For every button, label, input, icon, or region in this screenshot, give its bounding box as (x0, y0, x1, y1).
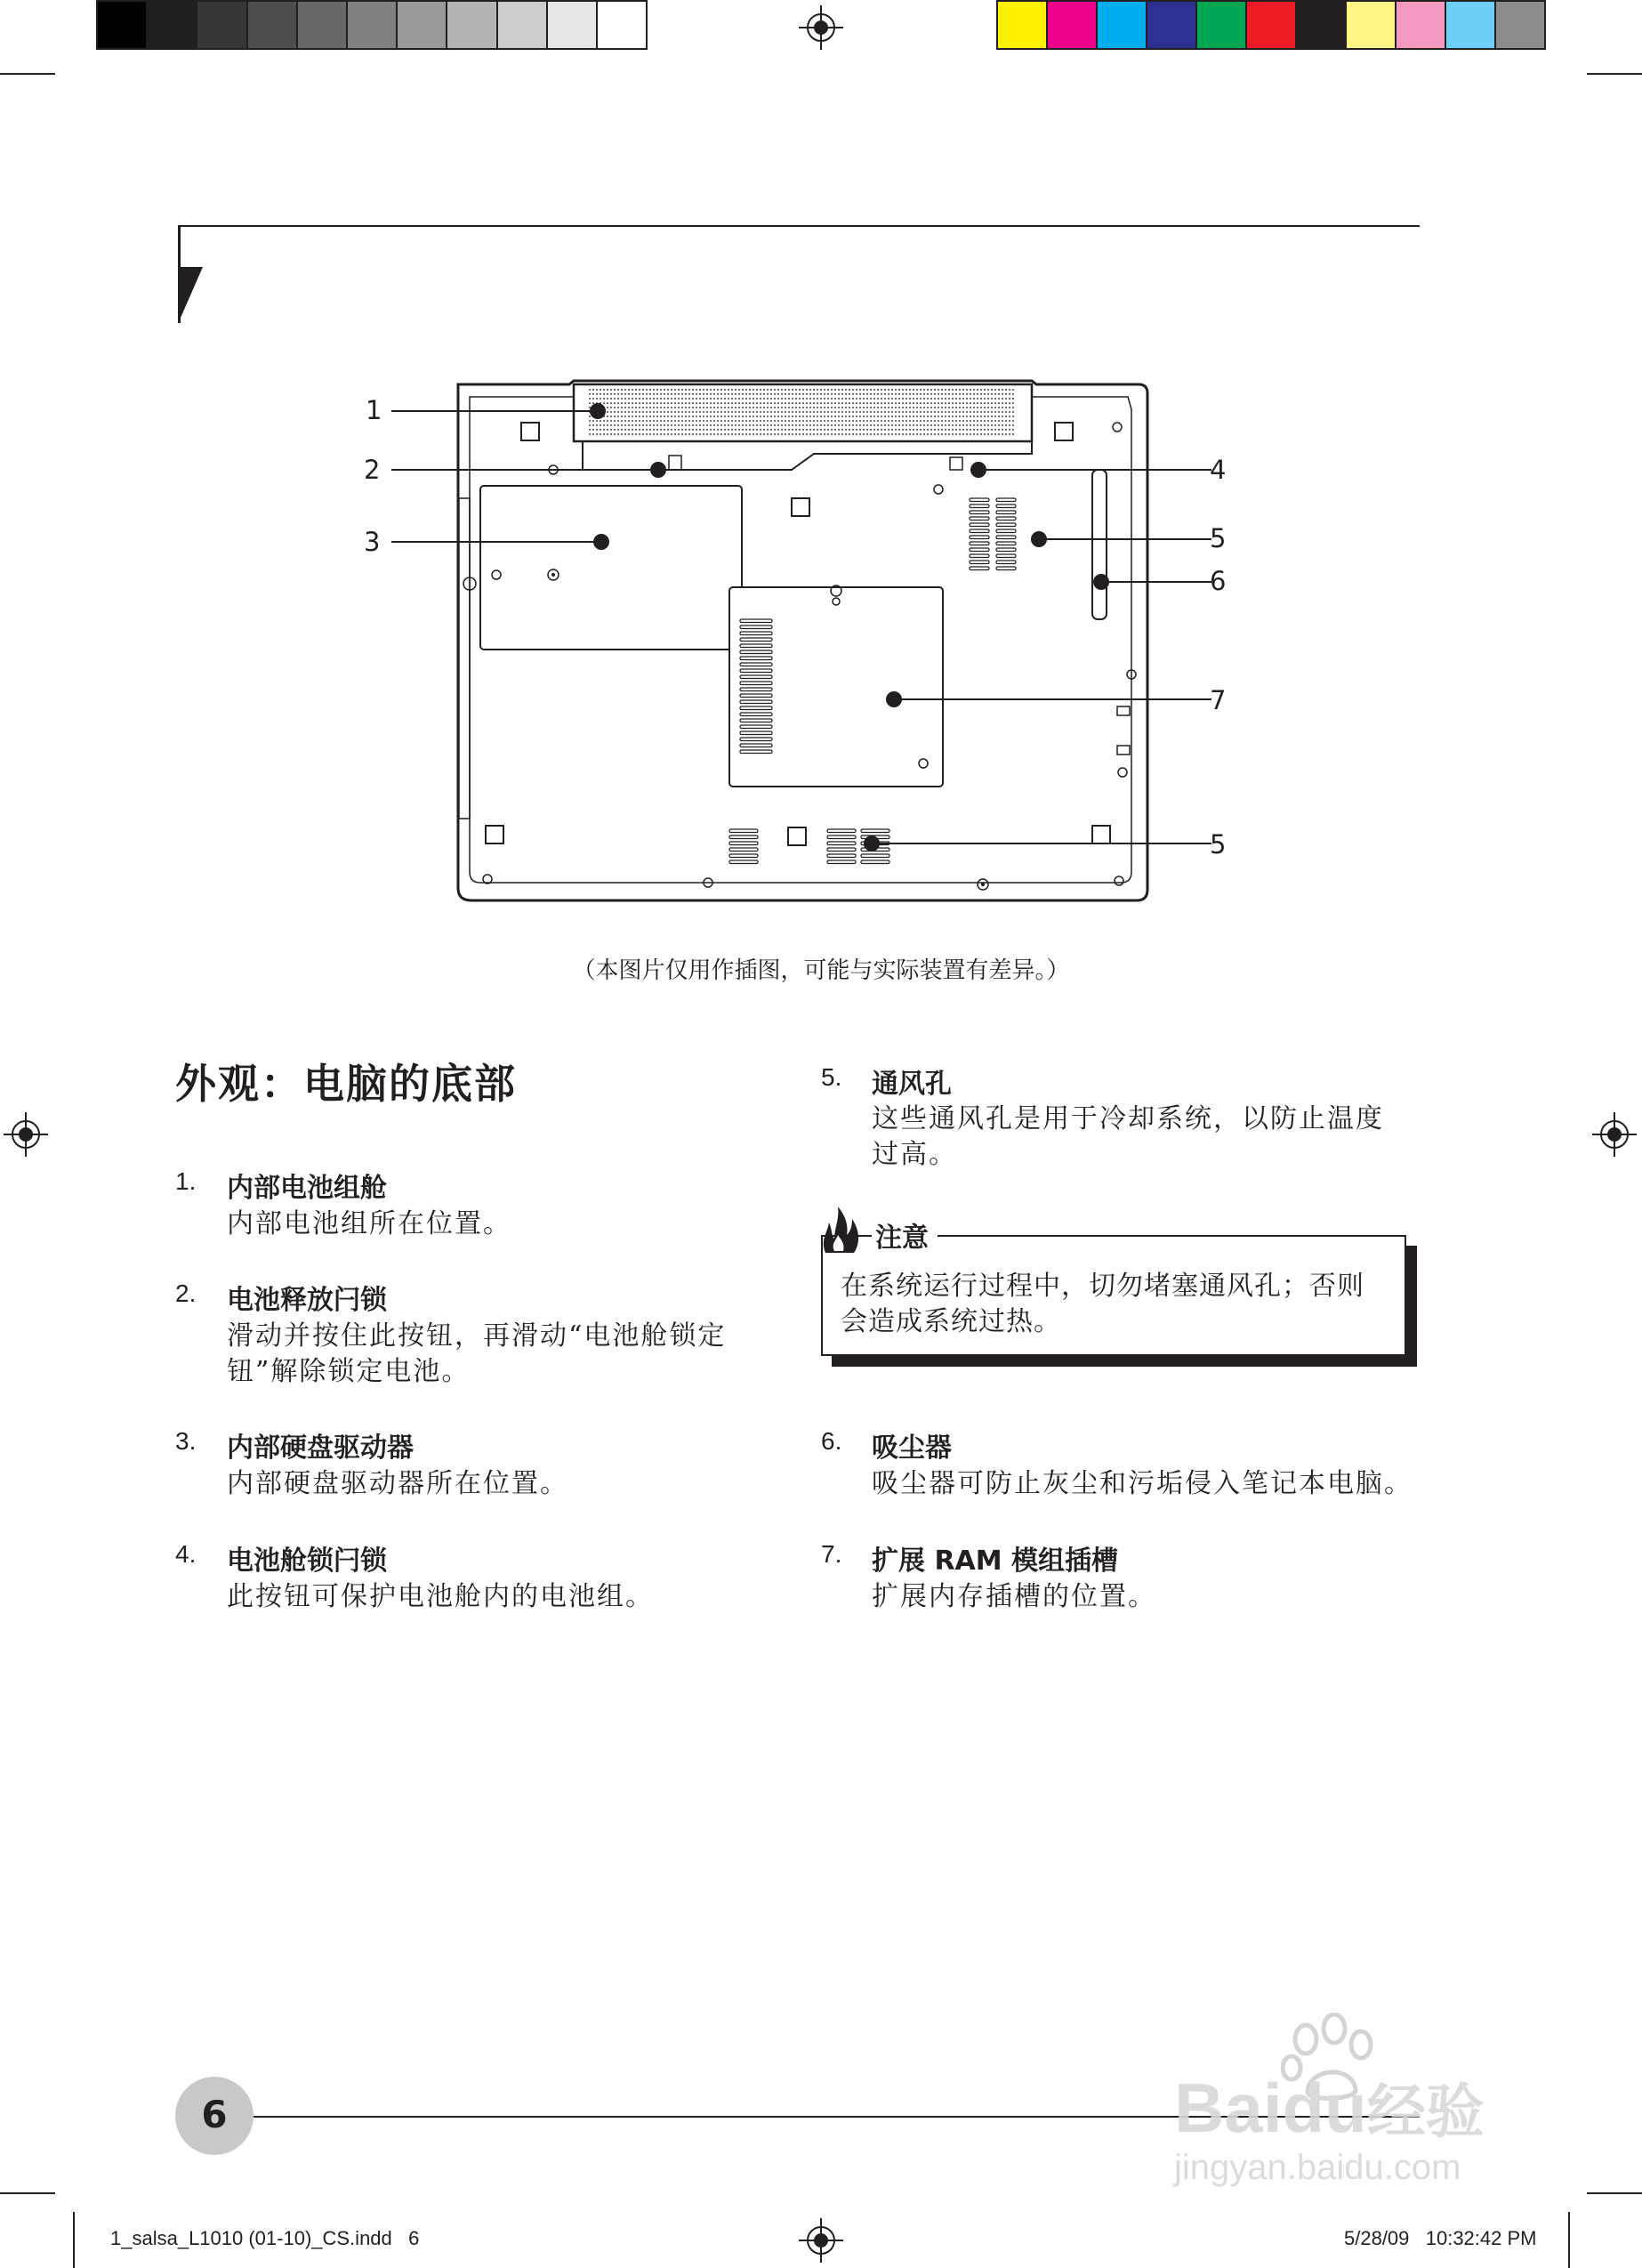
item-title-dust-catcher: 吸尘器 (872, 1433, 952, 1464)
swatch (1048, 2, 1098, 48)
registration-mark-icon (1592, 1112, 1637, 1157)
crop-mark (1587, 2192, 1642, 2194)
item-desc: 扩展内存插槽的位置。 (872, 1581, 1156, 1612)
item-number: 6. (821, 1427, 842, 1455)
item-number: 2. (175, 1279, 197, 1307)
vent-grille-upper (970, 498, 1016, 570)
swatch (548, 2, 598, 48)
item-desc: 此按钮可保护电池舱内的电池组。 (227, 1581, 654, 1612)
watermark-brand: Bai (1174, 2069, 1283, 2147)
watermark-url: jingyan.baidu.com (1174, 2148, 1461, 2187)
item-number: 1. (175, 1167, 197, 1195)
swatch (1197, 2, 1247, 48)
item-number: 3. (175, 1427, 197, 1455)
registration-mark-icon (4, 1112, 48, 1157)
callout-1: 1 (366, 395, 382, 425)
laptop-bottom-illustration (356, 374, 1245, 908)
swatch (1147, 2, 1197, 48)
swatch (348, 2, 398, 48)
callout-6: 6 (1210, 566, 1227, 596)
color-scale-bar (996, 0, 1546, 50)
swatch (1297, 2, 1347, 48)
note-line: 会造成系统过热。 (841, 1306, 1061, 1337)
slug-filename: 1_salsa_L1010 (01-10)_CS.indd 6 (110, 2227, 420, 2249)
header-triangle (178, 267, 203, 324)
note-label: 注意 (872, 1215, 938, 1255)
item-desc: 过高。 (872, 1139, 957, 1170)
swatch (998, 2, 1048, 48)
swatch (1446, 2, 1496, 48)
item-number: 7. (821, 1540, 842, 1568)
item-desc: 滑动并按住此按钮，再滑动“电池舱锁定 (227, 1320, 727, 1352)
registration-mark-icon (799, 2218, 843, 2263)
callout-2: 2 (364, 455, 381, 485)
swatch (148, 2, 197, 48)
callout-5-upper: 5 (1210, 523, 1227, 553)
page-number: 6 (201, 2093, 228, 2136)
item-desc: 内部硬盘驱动器所在位置。 (227, 1468, 568, 1499)
callout-4: 4 (1210, 455, 1227, 485)
item-desc: 内部电池组所在位置。 (227, 1208, 511, 1239)
crop-mark (1587, 73, 1642, 75)
note-line: 在系统运行过程中，切勿堵塞通风孔；否则 (841, 1271, 1364, 1302)
swatch (298, 2, 348, 48)
item-title-vents: 通风孔 (872, 1069, 952, 1100)
crop-mark (1568, 2212, 1570, 2268)
figure-caption: （本图片仅用作插图，可能与实际装置有差异。） (572, 957, 1070, 984)
crop-mark (0, 73, 55, 75)
swatch (1496, 2, 1544, 48)
callout-5-lower: 5 (1210, 829, 1227, 860)
caution-flame-icon (818, 1203, 863, 1255)
swatch (98, 2, 148, 48)
section-title: 外观：电脑的底部 (175, 1060, 517, 1108)
item-title-hard-drive: 内部硬盘驱动器 (227, 1433, 414, 1464)
swatch (1347, 2, 1397, 48)
baidu-watermark (1174, 2013, 1548, 2191)
swatch (197, 2, 247, 48)
item-number: 4. (175, 1540, 197, 1568)
registration-mark-icon (799, 5, 843, 50)
note-text (841, 1269, 1397, 1340)
item-title-ram-slot: 扩展 RAM 模组插槽 (872, 1546, 1119, 1577)
gray-scale-bar (96, 0, 648, 50)
crop-mark (73, 2212, 75, 2268)
slug-timestamp: 5/28/09 10:32:42 PM (1344, 2227, 1537, 2249)
swatch (398, 2, 447, 48)
swatch (598, 2, 646, 48)
item-title-battery-lock-latch: 电池舱锁闩锁 (227, 1546, 387, 1577)
callout-3: 3 (364, 527, 381, 557)
swatch (447, 2, 497, 48)
item-title-battery-bay: 内部电池组舱 (227, 1173, 387, 1204)
swatch (498, 2, 548, 48)
watermark-suffix: 经验 (1366, 2078, 1485, 2146)
swatch (1397, 2, 1446, 48)
swatch (1098, 2, 1147, 48)
item-title-battery-release-latch: 电池释放闩锁 (227, 1285, 387, 1316)
header-rule (178, 225, 1420, 227)
item-desc: 吸尘器可防止灰尘和污垢侵入笔记本电脑。 (872, 1468, 1413, 1499)
crop-mark (0, 2192, 55, 2194)
item-number: 5. (821, 1063, 842, 1091)
item-desc: 这些通风孔是用于冷却系统，以防止温度 (872, 1103, 1384, 1134)
swatch (248, 2, 298, 48)
callout-7: 7 (1210, 685, 1227, 715)
watermark-brand-2: du (1282, 2069, 1367, 2147)
swatch (1247, 2, 1297, 48)
item-desc: 钮”解除锁定电池。 (227, 1356, 471, 1387)
